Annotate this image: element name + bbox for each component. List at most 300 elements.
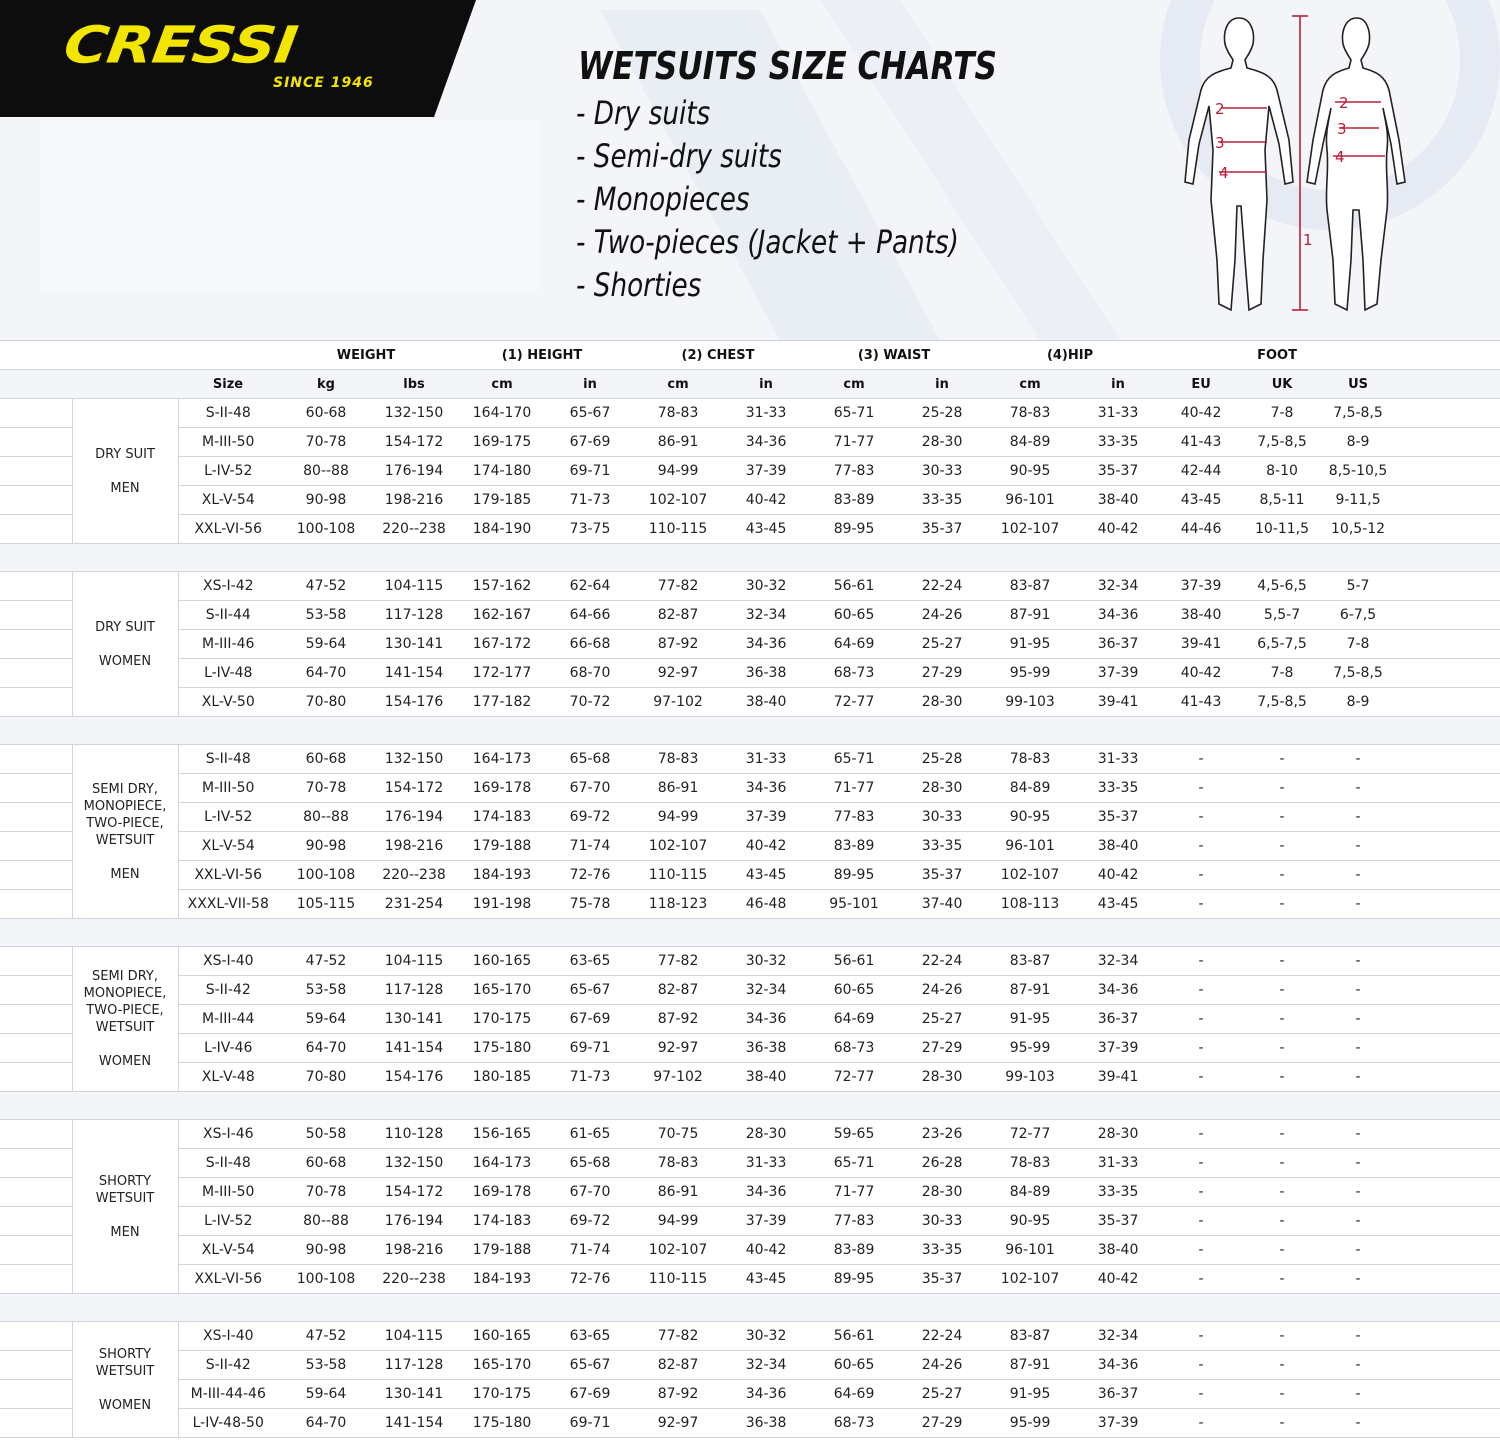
value-cell: 180-185 bbox=[454, 1063, 550, 1092]
value-cell: 156-165 bbox=[454, 1120, 550, 1149]
size-cell: S-II-48 bbox=[178, 745, 278, 774]
group-header-hip: (4)HIP bbox=[982, 341, 1158, 370]
value-cell: 231-254 bbox=[374, 890, 454, 919]
column-header: US bbox=[1320, 370, 1396, 399]
value-cell: 34-36 bbox=[726, 630, 806, 659]
value-cell: 90-98 bbox=[278, 1236, 374, 1265]
value-cell: 191-198 bbox=[454, 890, 550, 919]
value-cell: 31-33 bbox=[726, 745, 806, 774]
value-cell: 63-65 bbox=[550, 1322, 630, 1351]
value-cell: 83-89 bbox=[806, 486, 902, 515]
value-cell: 34-36 bbox=[1078, 976, 1158, 1005]
row-trail bbox=[1396, 1063, 1500, 1092]
value-cell: - bbox=[1158, 1034, 1244, 1063]
table-row bbox=[0, 428, 1500, 457]
group-label-line: SEMI DRY, bbox=[92, 969, 158, 984]
value-cell: 37-39 bbox=[726, 457, 806, 486]
value-cell: - bbox=[1320, 1063, 1396, 1092]
value-cell: - bbox=[1158, 1236, 1244, 1265]
value-cell: 35-37 bbox=[902, 861, 982, 890]
row-trail bbox=[1396, 890, 1500, 919]
value-cell: 39-41 bbox=[1158, 630, 1244, 659]
table-row bbox=[0, 1034, 1500, 1063]
value-cell: 78-83 bbox=[982, 745, 1078, 774]
value-cell: - bbox=[1158, 1120, 1244, 1149]
value-cell: 38-40 bbox=[1158, 601, 1244, 630]
value-cell: 32-34 bbox=[1078, 572, 1158, 601]
value-cell: 66-68 bbox=[550, 630, 630, 659]
value-cell: - bbox=[1244, 1351, 1320, 1380]
table-row bbox=[0, 832, 1500, 861]
value-cell: 68-70 bbox=[550, 659, 630, 688]
value-cell: - bbox=[1244, 976, 1320, 1005]
value-cell: 174-183 bbox=[454, 1207, 550, 1236]
value-cell: 77-83 bbox=[806, 1207, 902, 1236]
value-cell: 6-7,5 bbox=[1320, 601, 1396, 630]
value-cell: 77-82 bbox=[630, 572, 726, 601]
value-cell: 71-77 bbox=[806, 428, 902, 457]
value-cell: 118-123 bbox=[630, 890, 726, 919]
value-cell: 40-42 bbox=[1078, 861, 1158, 890]
value-cell: 59-65 bbox=[806, 1120, 902, 1149]
value-cell: 108-113 bbox=[982, 890, 1078, 919]
value-cell: 104-115 bbox=[374, 1322, 454, 1351]
value-cell: 8,5-11 bbox=[1244, 486, 1320, 515]
value-cell: 184-190 bbox=[454, 515, 550, 544]
value-cell: 220--238 bbox=[374, 515, 454, 544]
row-lead bbox=[0, 803, 72, 832]
row-lead bbox=[0, 457, 72, 486]
value-cell: 110-115 bbox=[630, 1265, 726, 1294]
value-cell: - bbox=[1158, 1207, 1244, 1236]
group-spacer bbox=[0, 919, 1500, 947]
value-cell: 69-71 bbox=[550, 1409, 630, 1438]
value-cell: 65-71 bbox=[806, 1149, 902, 1178]
suit-type-item: - Monopieces bbox=[576, 180, 750, 218]
value-cell: 154-176 bbox=[374, 688, 454, 717]
row-lead bbox=[0, 832, 72, 861]
value-cell: 70-75 bbox=[630, 1120, 726, 1149]
value-cell: 72-77 bbox=[806, 1063, 902, 1092]
row-lead bbox=[0, 890, 72, 919]
value-cell: - bbox=[1244, 1409, 1320, 1438]
table-row bbox=[0, 1265, 1500, 1294]
row-lead bbox=[0, 1178, 72, 1207]
value-cell: 8,5-10,5 bbox=[1320, 457, 1396, 486]
value-cell: 102-107 bbox=[630, 486, 726, 515]
value-cell: 33-35 bbox=[1078, 774, 1158, 803]
value-cell: 154-172 bbox=[374, 1178, 454, 1207]
value-cell: 67-69 bbox=[550, 428, 630, 457]
row-lead bbox=[0, 1005, 72, 1034]
value-cell: 41-43 bbox=[1158, 688, 1244, 717]
blank-header bbox=[72, 370, 178, 399]
value-cell: 102-107 bbox=[982, 515, 1078, 544]
value-cell: 87-92 bbox=[630, 630, 726, 659]
value-cell: 91-95 bbox=[982, 1005, 1078, 1034]
value-cell: - bbox=[1320, 803, 1396, 832]
value-cell: 86-91 bbox=[630, 428, 726, 457]
row-lead bbox=[0, 515, 72, 544]
group-label-line: SHORTY bbox=[98, 1346, 152, 1362]
value-cell: 33-35 bbox=[902, 832, 982, 861]
group-label-line: SEMI DRY, bbox=[92, 781, 158, 797]
value-cell: 65-67 bbox=[550, 976, 630, 1005]
value-cell: 70-78 bbox=[278, 428, 374, 457]
value-cell: 96-101 bbox=[982, 1236, 1078, 1265]
value-cell: 64-69 bbox=[806, 630, 902, 659]
column-header: in bbox=[1078, 370, 1158, 399]
value-cell: 95-99 bbox=[982, 1034, 1078, 1063]
value-cell: 28-30 bbox=[902, 688, 982, 717]
size-cell: XXL-VI-56 bbox=[178, 861, 278, 890]
value-cell: 164-173 bbox=[454, 745, 550, 774]
value-cell: 71-74 bbox=[550, 832, 630, 861]
value-cell: 132-150 bbox=[374, 1149, 454, 1178]
value-cell: 39-41 bbox=[1078, 1063, 1158, 1092]
value-cell: - bbox=[1244, 745, 1320, 774]
value-cell: 95-99 bbox=[982, 659, 1078, 688]
value-cell: 154-172 bbox=[374, 774, 454, 803]
value-cell: 60-65 bbox=[806, 601, 902, 630]
value-cell: 65-68 bbox=[550, 1149, 630, 1178]
value-cell: 71-73 bbox=[550, 486, 630, 515]
size-cell: XXL-VI-56 bbox=[178, 515, 278, 544]
value-cell: - bbox=[1244, 1207, 1320, 1236]
value-cell: - bbox=[1158, 947, 1244, 976]
value-cell: 154-172 bbox=[374, 428, 454, 457]
group-label-line: DRY SUIT bbox=[95, 446, 155, 462]
column-header: in bbox=[550, 370, 630, 399]
size-cell: XL-V-50 bbox=[178, 688, 278, 717]
table-row bbox=[0, 1380, 1500, 1409]
table-row bbox=[0, 688, 1500, 717]
value-cell: 7-8 bbox=[1320, 630, 1396, 659]
value-cell: 65-67 bbox=[550, 1351, 630, 1380]
column-header: kg bbox=[278, 370, 374, 399]
row-trail bbox=[1396, 457, 1500, 486]
value-cell: 34-36 bbox=[726, 1005, 806, 1034]
value-cell: 78-83 bbox=[630, 399, 726, 428]
value-cell: 176-194 bbox=[374, 803, 454, 832]
value-cell: 30-32 bbox=[726, 1322, 806, 1351]
value-cell: 92-97 bbox=[630, 1034, 726, 1063]
value-cell: 71-73 bbox=[550, 1063, 630, 1092]
table-row bbox=[0, 1005, 1500, 1034]
column-header-row bbox=[0, 370, 1500, 399]
value-cell: 35-37 bbox=[902, 515, 982, 544]
column-header: lbs bbox=[374, 370, 454, 399]
value-cell: 169-178 bbox=[454, 774, 550, 803]
value-cell: 38-40 bbox=[1078, 832, 1158, 861]
size-cell: L-IV-48-50 bbox=[178, 1409, 278, 1438]
value-cell: 78-83 bbox=[982, 1149, 1078, 1178]
group-label bbox=[72, 1322, 178, 1438]
value-cell: 67-70 bbox=[550, 1178, 630, 1207]
row-lead bbox=[0, 1149, 72, 1178]
value-cell: - bbox=[1158, 1351, 1244, 1380]
value-cell: 65-67 bbox=[550, 399, 630, 428]
value-cell: - bbox=[1244, 774, 1320, 803]
value-cell: 82-87 bbox=[630, 1351, 726, 1380]
value-cell: 90-95 bbox=[982, 803, 1078, 832]
value-cell: 60-65 bbox=[806, 976, 902, 1005]
value-cell: - bbox=[1158, 1149, 1244, 1178]
value-cell: 84-89 bbox=[982, 428, 1078, 457]
value-cell: 34-36 bbox=[726, 428, 806, 457]
value-cell: 83-89 bbox=[806, 832, 902, 861]
value-cell: 72-77 bbox=[806, 688, 902, 717]
value-cell: 26-28 bbox=[902, 1149, 982, 1178]
group-label-line: DRY SUIT bbox=[95, 619, 155, 635]
value-cell: 95-101 bbox=[806, 890, 902, 919]
value-cell: 36-37 bbox=[1078, 1005, 1158, 1034]
size-cell: L-IV-52 bbox=[178, 1207, 278, 1236]
value-cell: 27-29 bbox=[902, 659, 982, 688]
value-cell: 35-37 bbox=[1078, 1207, 1158, 1236]
value-cell: 95-99 bbox=[982, 1409, 1078, 1438]
value-cell: 170-175 bbox=[454, 1005, 550, 1034]
value-cell: 60-68 bbox=[278, 1149, 374, 1178]
row-lead bbox=[0, 1409, 72, 1438]
value-cell: 94-99 bbox=[630, 1207, 726, 1236]
waist-marker: 3 bbox=[1215, 134, 1225, 152]
value-cell: 25-27 bbox=[902, 1380, 982, 1409]
value-cell: 69-72 bbox=[550, 803, 630, 832]
value-cell: 94-99 bbox=[630, 803, 726, 832]
value-cell: 77-82 bbox=[630, 947, 726, 976]
value-cell: 102-107 bbox=[982, 1265, 1078, 1294]
value-cell: 94-99 bbox=[630, 457, 726, 486]
value-cell: 34-36 bbox=[726, 1178, 806, 1207]
value-cell: 78-83 bbox=[630, 1149, 726, 1178]
value-cell: 6,5-7,5 bbox=[1244, 630, 1320, 659]
row-trail bbox=[1396, 659, 1500, 688]
value-cell: - bbox=[1320, 1207, 1396, 1236]
value-cell: 117-128 bbox=[374, 976, 454, 1005]
value-cell: 10,5-12 bbox=[1320, 515, 1396, 544]
value-cell: 40-42 bbox=[1078, 515, 1158, 544]
value-cell: 23-26 bbox=[902, 1120, 982, 1149]
size-cell: XS-I-40 bbox=[178, 947, 278, 976]
value-cell: 46-48 bbox=[726, 890, 806, 919]
value-cell: 40-42 bbox=[1158, 399, 1244, 428]
size-cell: M-III-46 bbox=[178, 630, 278, 659]
value-cell: 175-180 bbox=[454, 1034, 550, 1063]
table-row bbox=[0, 601, 1500, 630]
value-cell: 32-34 bbox=[1078, 947, 1158, 976]
size-cell: M-III-44 bbox=[178, 1005, 278, 1034]
value-cell: 7,5-8,5 bbox=[1244, 688, 1320, 717]
value-cell: 77-83 bbox=[806, 803, 902, 832]
size-cell: XXXL-VII-58 bbox=[178, 890, 278, 919]
value-cell: 47-52 bbox=[278, 572, 374, 601]
value-cell: 38-40 bbox=[1078, 1236, 1158, 1265]
value-cell: 77-83 bbox=[806, 457, 902, 486]
value-cell: 91-95 bbox=[982, 1380, 1078, 1409]
value-cell: 87-91 bbox=[982, 1351, 1078, 1380]
value-cell: 62-64 bbox=[550, 572, 630, 601]
value-cell: 70-72 bbox=[550, 688, 630, 717]
value-cell: 31-33 bbox=[1078, 745, 1158, 774]
value-cell: 165-170 bbox=[454, 976, 550, 1005]
row-trail bbox=[1396, 1265, 1500, 1294]
value-cell: 38-40 bbox=[726, 1063, 806, 1092]
value-cell: - bbox=[1158, 1005, 1244, 1034]
table-row bbox=[0, 486, 1500, 515]
row-lead bbox=[0, 572, 72, 601]
column-header: cm bbox=[630, 370, 726, 399]
value-cell: 41-43 bbox=[1158, 428, 1244, 457]
value-cell: - bbox=[1320, 1236, 1396, 1265]
value-cell: 50-58 bbox=[278, 1120, 374, 1149]
row-trail bbox=[1396, 1322, 1500, 1351]
table-row bbox=[0, 803, 1500, 832]
value-cell: - bbox=[1158, 803, 1244, 832]
row-lead bbox=[0, 947, 72, 976]
value-cell: 34-36 bbox=[1078, 601, 1158, 630]
value-cell: 32-34 bbox=[1078, 1322, 1158, 1351]
row-lead bbox=[0, 1351, 72, 1380]
value-cell: 22-24 bbox=[902, 1322, 982, 1351]
group-label-line: TWO-PIECE, bbox=[86, 815, 164, 831]
value-cell: 43-45 bbox=[726, 515, 806, 544]
value-cell: - bbox=[1320, 1409, 1396, 1438]
group-label-line: MONOPIECE, bbox=[83, 986, 167, 1001]
row-lead bbox=[0, 1380, 72, 1409]
row-lead bbox=[0, 1207, 72, 1236]
group-label bbox=[72, 745, 178, 919]
value-cell: 67-69 bbox=[550, 1380, 630, 1409]
value-cell: 40-42 bbox=[726, 486, 806, 515]
row-lead bbox=[0, 399, 72, 428]
value-cell: 89-95 bbox=[806, 861, 902, 890]
value-cell: 90-95 bbox=[982, 1207, 1078, 1236]
value-cell: 53-58 bbox=[278, 601, 374, 630]
value-cell: 68-73 bbox=[806, 659, 902, 688]
value-cell: 89-95 bbox=[806, 515, 902, 544]
value-cell: - bbox=[1244, 1380, 1320, 1409]
value-cell: 59-64 bbox=[278, 630, 374, 659]
row-lead bbox=[0, 1063, 72, 1092]
value-cell: 5,5-7 bbox=[1244, 601, 1320, 630]
value-cell: 141-154 bbox=[374, 1409, 454, 1438]
value-cell: 35-37 bbox=[1078, 803, 1158, 832]
value-cell: 40-42 bbox=[1158, 659, 1244, 688]
table-row bbox=[0, 745, 1500, 774]
group-header-weight: WEIGHT bbox=[278, 341, 454, 370]
group-label-line: SHORTY bbox=[98, 1173, 152, 1189]
group-header-foot: FOOT bbox=[1158, 341, 1396, 370]
size-cell: S-II-48 bbox=[178, 399, 278, 428]
value-cell: 37-39 bbox=[1158, 572, 1244, 601]
value-cell: 65-71 bbox=[806, 399, 902, 428]
row-trail bbox=[1396, 976, 1500, 1005]
value-cell: 61-65 bbox=[550, 1120, 630, 1149]
value-cell: - bbox=[1244, 1236, 1320, 1265]
table-row bbox=[0, 861, 1500, 890]
value-cell: 28-30 bbox=[726, 1120, 806, 1149]
table-row bbox=[0, 890, 1500, 919]
value-cell: 36-38 bbox=[726, 1409, 806, 1438]
group-header-chest: (2) CHEST bbox=[630, 341, 806, 370]
row-lead bbox=[0, 745, 72, 774]
group-label-line: WOMEN bbox=[98, 1054, 152, 1069]
value-cell: - bbox=[1320, 832, 1396, 861]
row-trail bbox=[1396, 1207, 1500, 1236]
value-cell: 68-73 bbox=[806, 1034, 902, 1063]
suit-type-item: - Semi-dry suits bbox=[576, 137, 782, 175]
group-label bbox=[72, 1120, 178, 1294]
column-header: UK bbox=[1244, 370, 1320, 399]
group-label-line: WETSUIT bbox=[95, 1363, 155, 1379]
row-lead bbox=[0, 688, 72, 717]
value-cell: 9-11,5 bbox=[1320, 486, 1396, 515]
brand-logo: CRESSI bbox=[60, 15, 301, 76]
value-cell: - bbox=[1158, 890, 1244, 919]
value-cell: 43-45 bbox=[726, 1265, 806, 1294]
value-cell: 99-103 bbox=[982, 1063, 1078, 1092]
value-cell: 43-45 bbox=[726, 861, 806, 890]
value-cell: - bbox=[1320, 1034, 1396, 1063]
row-trail bbox=[1396, 1236, 1500, 1265]
value-cell: 184-193 bbox=[454, 1265, 550, 1294]
value-cell: 164-173 bbox=[454, 1149, 550, 1178]
value-cell: 27-29 bbox=[902, 1034, 982, 1063]
size-cell: L-IV-52 bbox=[178, 457, 278, 486]
measurement-figures bbox=[1175, 10, 1415, 320]
suit-type-item: - Shorties bbox=[576, 266, 702, 304]
size-cell: L-IV-46 bbox=[178, 1034, 278, 1063]
value-cell: 78-83 bbox=[630, 745, 726, 774]
value-cell: 70-78 bbox=[278, 1178, 374, 1207]
value-cell: 60-68 bbox=[278, 399, 374, 428]
table-row bbox=[0, 515, 1500, 544]
row-trail bbox=[1396, 947, 1500, 976]
value-cell: - bbox=[1244, 947, 1320, 976]
table-row bbox=[0, 457, 1500, 486]
value-cell: 117-128 bbox=[374, 601, 454, 630]
value-cell: 83-87 bbox=[982, 1322, 1078, 1351]
value-cell: 7-8 bbox=[1244, 659, 1320, 688]
value-cell: - bbox=[1320, 1351, 1396, 1380]
row-lead bbox=[0, 1265, 72, 1294]
value-cell: 130-141 bbox=[374, 1005, 454, 1034]
value-cell: 24-26 bbox=[902, 1351, 982, 1380]
row-trail bbox=[1396, 832, 1500, 861]
value-cell: - bbox=[1244, 890, 1320, 919]
value-cell: 7-8 bbox=[1244, 399, 1320, 428]
group-header-row bbox=[0, 341, 1500, 370]
value-cell: - bbox=[1320, 1265, 1396, 1294]
row-lead bbox=[0, 1120, 72, 1149]
value-cell: 7,5-8,5 bbox=[1320, 399, 1396, 428]
value-cell: 87-92 bbox=[630, 1380, 726, 1409]
value-cell: 198-216 bbox=[374, 486, 454, 515]
group-label-line: WOMEN bbox=[98, 1397, 152, 1413]
table-row bbox=[0, 1351, 1500, 1380]
value-cell: 130-141 bbox=[374, 1380, 454, 1409]
group-label bbox=[72, 572, 178, 717]
value-cell: 69-71 bbox=[550, 1034, 630, 1063]
value-cell: 24-26 bbox=[902, 976, 982, 1005]
value-cell: 34-36 bbox=[726, 1380, 806, 1409]
table-row bbox=[0, 1322, 1500, 1351]
suit-type-item: - Two-pieces (Jacket + Pants) bbox=[576, 223, 959, 261]
value-cell: 8-9 bbox=[1320, 688, 1396, 717]
table-row bbox=[0, 1120, 1500, 1149]
value-cell: 38-40 bbox=[726, 688, 806, 717]
